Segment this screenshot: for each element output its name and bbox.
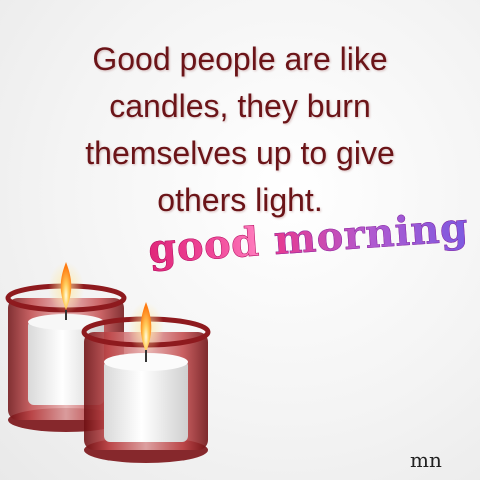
signature: mn [410,448,442,472]
greeting-word-morning: morning [272,203,470,265]
quote-line-3: themselves up to give [85,135,395,171]
quote-line-2: candles, they burn [109,88,371,124]
candles-illustration [0,250,230,480]
quote-line-4: others light. [157,182,323,218]
quote-text [20,36,460,224]
quote-line-1: Good people are like [92,41,388,77]
greeting-word-good: good [146,218,262,273]
